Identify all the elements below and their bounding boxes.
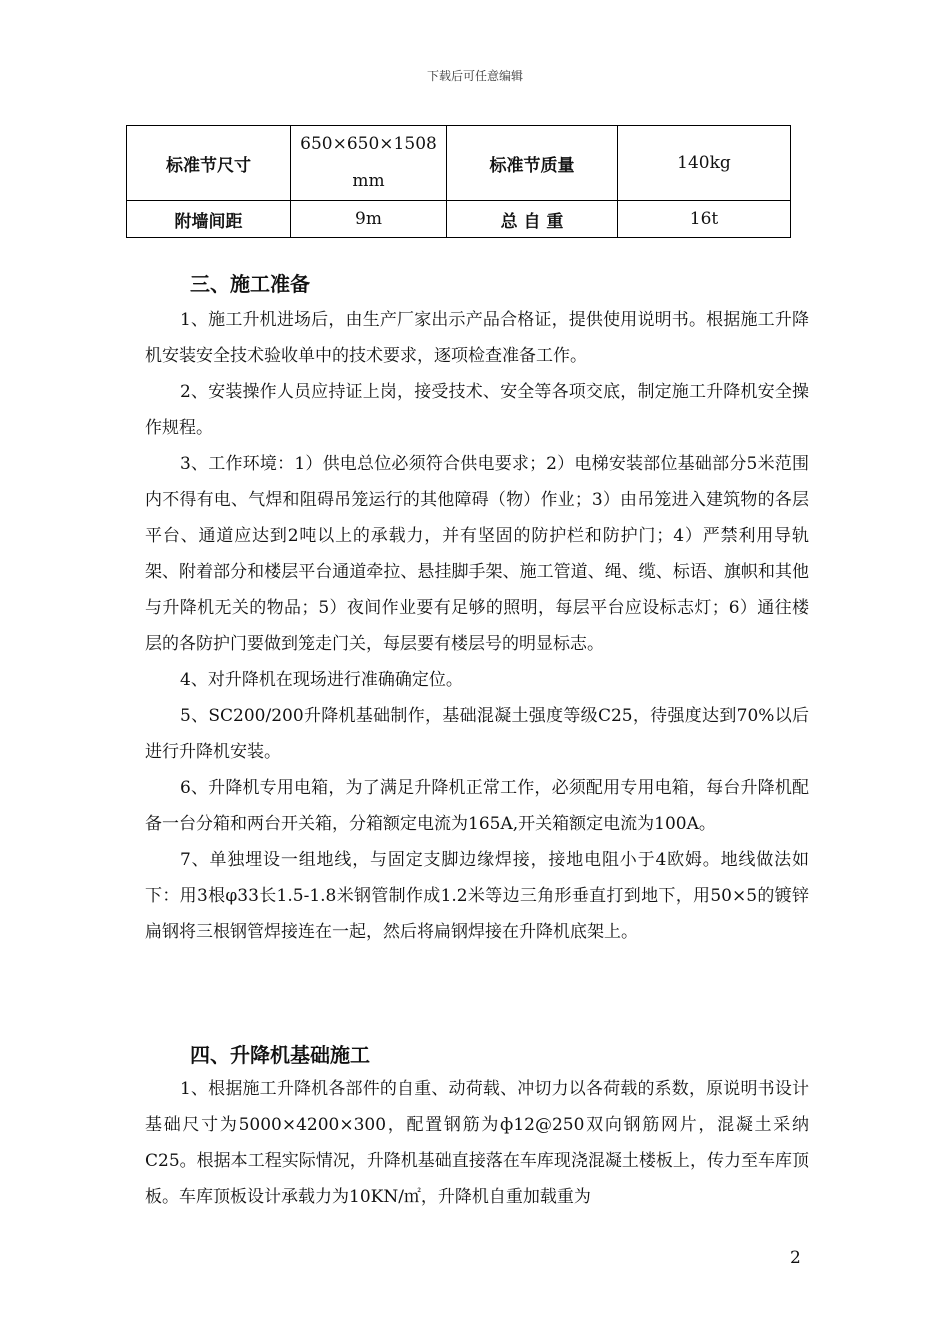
table-cell: 140kg — [618, 126, 791, 201]
section-4-title: 四、升降机基础施工 — [190, 1043, 370, 1067]
table-cell: 总 自 重 — [447, 201, 618, 238]
table-row — [127, 201, 791, 238]
table-cell: 附墙间距 — [127, 201, 291, 238]
page-number: 2 — [790, 1248, 801, 1268]
page-header-note: 下载后可任意编辑 — [426, 69, 523, 83]
paragraph: 5、SC200/200升降机基础制作，基础混凝土强度等级C25，待强度达到70%以后进行升降机安装。 — [145, 706, 809, 762]
table-row — [127, 126, 791, 201]
paragraph: 7、单独埋设一组地线，与固定支脚边缘焊接，接地电阻小于4欧姆。地线做法如下：用3根φ33长1.5-1.8米钢管制作成1.2米等边三角形垂直打到地下，用50×5的镀锌扁钢将三根钢管焊接连在一起，然后将扁钢焊接在升降机底架上。 — [145, 850, 809, 942]
paragraph: 1、施工升机进场后，由生产厂家出示产品合格证，提供使用说明书。根据施工升降机安装安全技术验收单中的技术要求，逐项检查准备工作。 — [145, 310, 809, 366]
paragraph: 2、安装操作人员应持证上岗，接受技术、安全等各项交底，制定施工升降机安全操作规程。 — [145, 382, 809, 438]
paragraph: 1、根据施工升降机各部件的自重、动荷载、冲切力以各荷载的系数，原说明书设计基础尺寸为5000×4200×300，配置钢筋为ф12@250双向钢筋网片，混凝土采纳C25。根据本工程实际情况，升降机基础直接落在车库现浇混凝土楼板上，传力至车库顶板。车库顶板设计承载力为10KN/㎡，升降机自重加载重为 — [145, 1079, 809, 1207]
section-3-body — [145, 302, 809, 950]
table-cell: 9m — [291, 201, 447, 238]
paragraph: 4、对升降机在现场进行准确确定位。 — [180, 670, 463, 690]
spec-table — [126, 125, 791, 238]
section-4-body — [145, 1071, 809, 1215]
table-cell: 标准节质量 — [447, 126, 618, 201]
section-3-title: 三、施工准备 — [190, 272, 310, 296]
table-cell — [291, 126, 447, 201]
table-cell: 标准节尺寸 — [127, 126, 291, 201]
cell-text: 650×650×1508 mm — [300, 134, 437, 191]
paragraph: 3、工作环境：1）供电总位必须符合供电要求；2）电梯安装部位基础部分5米范围内不得有电、气焊和阻碍吊笼运行的其他障碍（物）作业；3）由吊笼进入建筑物的各层平台、通道应达到2吨以上的承载力，并有坚固的防护栏和防护门；4）严禁利用导轨架、附着部分和楼层平台通道牵拉、悬挂脚手架、施工管道、绳、缆、标语、旗帜和其他与升降机无关的物品；5）夜间作业要有足够的照明，每层平台应设标志灯；6）通往楼层的各防护门要做到笼走门关，每层要有楼层号的明显标志。 — [145, 454, 809, 654]
table-cell: 16t — [618, 201, 791, 238]
paragraph: 6、升降机专用电箱，为了满足升降机正常工作，必须配用专用电箱，每台升降机配备一台分箱和两台开关箱，分箱额定电流为165A,开关箱额定电流为100A。 — [145, 778, 809, 834]
